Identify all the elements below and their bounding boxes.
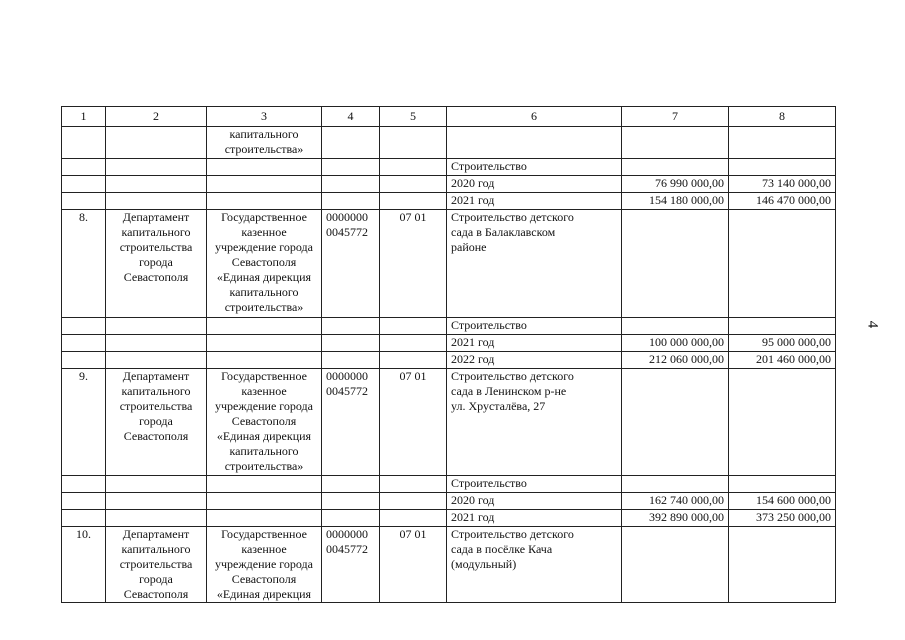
table-row	[62, 159, 836, 176]
row-number-cell: 8.	[62, 210, 106, 318]
table-row	[62, 527, 836, 603]
target-article-code-cell: 0000000 0045772	[322, 210, 380, 318]
amount-column-7-cell: 162 740 000,00	[622, 493, 729, 510]
target-article-code-cell: 0000000 0045772	[322, 369, 380, 476]
column-header: 4	[322, 107, 380, 127]
row-number-cell	[62, 352, 106, 369]
institution-name-cell	[207, 493, 322, 510]
object-description-cell: 2020 год	[447, 493, 622, 510]
section-code-cell	[380, 176, 447, 193]
object-description-cell: 2021 год	[447, 335, 622, 352]
amount-column-8-cell: 146 470 000,00	[729, 193, 836, 210]
target-article-code-cell	[322, 352, 380, 369]
object-description-cell: 2020 год	[447, 176, 622, 193]
table-row	[62, 493, 836, 510]
page-number: 4	[864, 320, 881, 329]
target-article-code-cell	[322, 318, 380, 335]
table-row	[62, 127, 836, 159]
row-number-cell	[62, 193, 106, 210]
target-article-code-cell	[322, 510, 380, 527]
institution-name-cell	[207, 510, 322, 527]
row-number-cell	[62, 493, 106, 510]
department-name-cell	[106, 193, 207, 210]
amount-column-7-cell	[622, 210, 729, 318]
section-code-cell	[380, 335, 447, 352]
object-description-cell: Строительство	[447, 159, 622, 176]
section-code-cell	[380, 352, 447, 369]
department-name-cell: Департамент капитального строительства города Севастополя	[106, 210, 207, 318]
amount-column-8-cell	[729, 527, 836, 603]
row-number-cell: 9.	[62, 369, 106, 476]
amount-column-7-cell	[622, 159, 729, 176]
department-name-cell	[106, 493, 207, 510]
section-code-cell	[380, 127, 447, 159]
department-name-cell	[106, 335, 207, 352]
target-article-code-cell	[322, 476, 380, 493]
column-header: 5	[380, 107, 447, 127]
amount-column-7-cell	[622, 476, 729, 493]
section-code-cell: 07 01	[380, 210, 447, 318]
object-description-cell: Строительство	[447, 318, 622, 335]
department-name-cell: Департамент капитального строительства города Севастополя	[106, 527, 207, 603]
row-number-cell: 10.	[62, 527, 106, 603]
institution-name-cell	[207, 193, 322, 210]
amount-column-7-cell	[622, 318, 729, 335]
table-row	[62, 176, 836, 193]
object-description-cell: 2021 год	[447, 193, 622, 210]
institution-name-cell	[207, 476, 322, 493]
target-article-code-cell	[322, 176, 380, 193]
row-number-cell	[62, 159, 106, 176]
table-row	[62, 210, 836, 318]
target-article-code-cell	[322, 127, 380, 159]
column-header: 7	[622, 107, 729, 127]
department-name-cell	[106, 352, 207, 369]
object-description-cell: Строительство	[447, 476, 622, 493]
amount-column-8-cell	[729, 159, 836, 176]
target-article-code-cell	[322, 193, 380, 210]
department-name-cell	[106, 127, 207, 159]
institution-name-cell: капитального строительства»	[207, 127, 322, 159]
department-name-cell: Департамент капитального строительства города Севастополя	[106, 369, 207, 476]
row-number-cell	[62, 318, 106, 335]
row-number-cell	[62, 127, 106, 159]
object-description-cell: Строительство детского сада в посёлке Кача (модульный)	[447, 527, 622, 603]
table-row	[62, 318, 836, 335]
table-row	[62, 369, 836, 476]
section-code-cell	[380, 193, 447, 210]
institution-name-cell	[207, 159, 322, 176]
section-code-cell: 07 01	[380, 369, 447, 476]
institution-name-cell: Государственное казенное учреждение города Севастополя «Единая дирекция капитального строительства»	[207, 210, 322, 318]
department-name-cell	[106, 510, 207, 527]
budget-table	[61, 106, 836, 603]
amount-column-8-cell: 73 140 000,00	[729, 176, 836, 193]
department-name-cell	[106, 159, 207, 176]
target-article-code-cell	[322, 159, 380, 176]
section-code-cell: 07 01	[380, 527, 447, 603]
amount-column-7-cell	[622, 369, 729, 476]
column-header: 1	[62, 107, 106, 127]
column-header: 2	[106, 107, 207, 127]
amount-column-7-cell	[622, 127, 729, 159]
row-number-cell	[62, 176, 106, 193]
target-article-code-cell	[322, 335, 380, 352]
object-description-cell	[447, 127, 622, 159]
institution-name-cell: Государственное казенное учреждение города Севастополя «Единая дирекция капитального строительства»	[207, 369, 322, 476]
row-number-cell	[62, 510, 106, 527]
column-header: 8	[729, 107, 836, 127]
amount-column-7-cell: 76 990 000,00	[622, 176, 729, 193]
target-article-code-cell: 0000000 0045772	[322, 527, 380, 603]
amount-column-8-cell	[729, 210, 836, 318]
row-number-cell	[62, 476, 106, 493]
institution-name-cell	[207, 352, 322, 369]
table-row	[62, 476, 836, 493]
header-row	[62, 107, 836, 127]
amount-column-8-cell	[729, 318, 836, 335]
object-description-cell: 2022 год	[447, 352, 622, 369]
section-code-cell	[380, 159, 447, 176]
amount-column-7-cell: 100 000 000,00	[622, 335, 729, 352]
amount-column-7-cell	[622, 527, 729, 603]
object-description-cell: Строительство детского сада в Балаклавском районе	[447, 210, 622, 318]
amount-column-7-cell: 154 180 000,00	[622, 193, 729, 210]
column-header: 6	[447, 107, 622, 127]
institution-name-cell	[207, 335, 322, 352]
amount-column-8-cell	[729, 476, 836, 493]
table-row	[62, 335, 836, 352]
table-row	[62, 352, 836, 369]
section-code-cell	[380, 510, 447, 527]
amount-column-7-cell: 212 060 000,00	[622, 352, 729, 369]
section-code-cell	[380, 493, 447, 510]
amount-column-8-cell	[729, 127, 836, 159]
section-code-cell	[380, 318, 447, 335]
object-description-cell: 2021 год	[447, 510, 622, 527]
table-row	[62, 510, 836, 527]
section-code-cell	[380, 476, 447, 493]
amount-column-8-cell: 95 000 000,00	[729, 335, 836, 352]
department-name-cell	[106, 176, 207, 193]
institution-name-cell	[207, 318, 322, 335]
object-description-cell: Строительство детского сада в Ленинском р-не ул. Хрусталёва, 27	[447, 369, 622, 476]
institution-name-cell: Государственное казенное учреждение города Севастополя «Единая дирекция	[207, 527, 322, 603]
institution-name-cell	[207, 176, 322, 193]
amount-column-8-cell: 373 250 000,00	[729, 510, 836, 527]
department-name-cell	[106, 318, 207, 335]
column-header: 3	[207, 107, 322, 127]
amount-column-8-cell: 201 460 000,00	[729, 352, 836, 369]
amount-column-8-cell	[729, 369, 836, 476]
amount-column-7-cell: 392 890 000,00	[622, 510, 729, 527]
department-name-cell	[106, 476, 207, 493]
table-row	[62, 193, 836, 210]
row-number-cell	[62, 335, 106, 352]
target-article-code-cell	[322, 493, 380, 510]
amount-column-8-cell: 154 600 000,00	[729, 493, 836, 510]
